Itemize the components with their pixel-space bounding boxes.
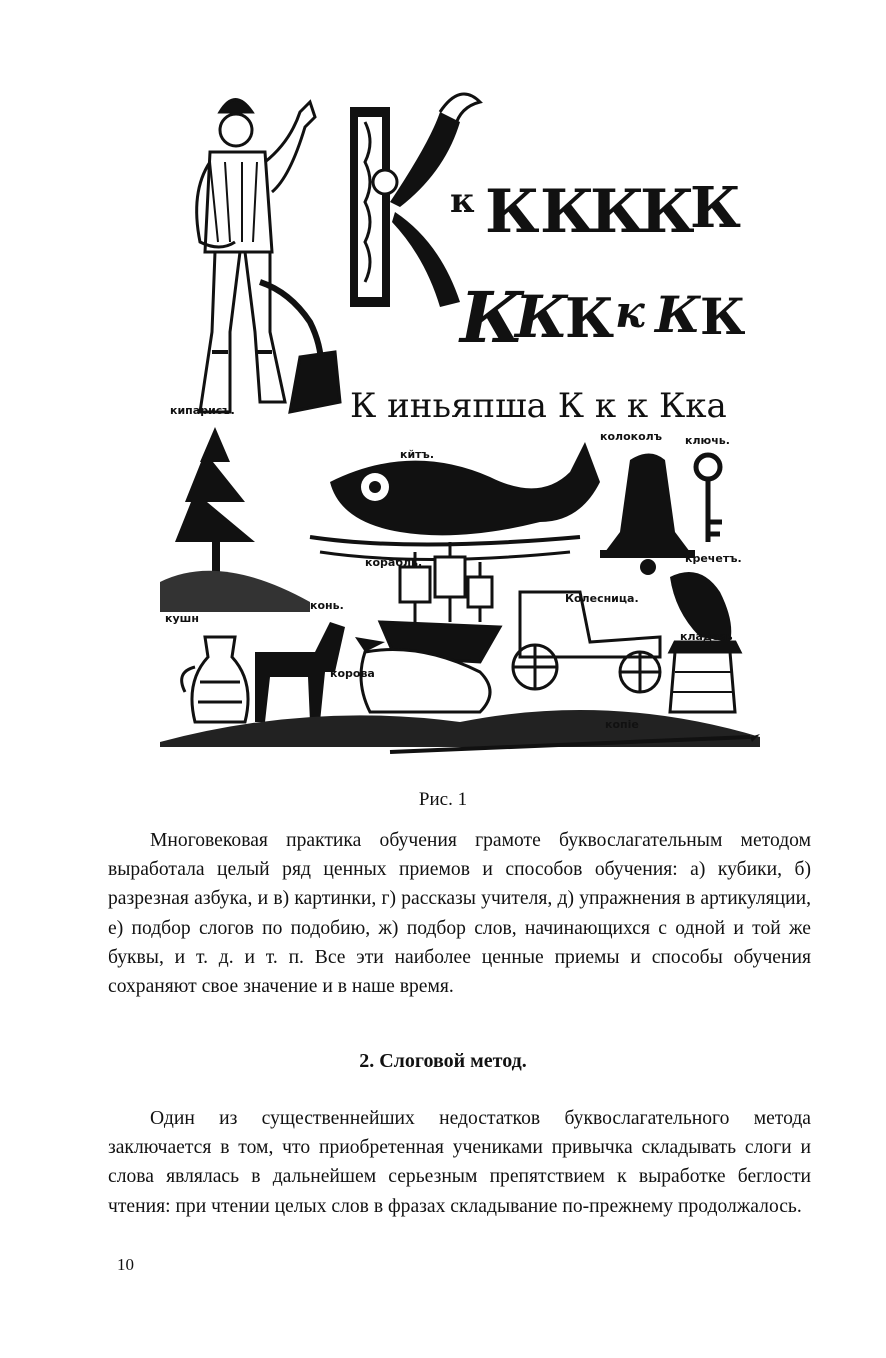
- svg-text:К: К: [655, 285, 701, 344]
- letter-variants-row-1: [450, 175, 741, 247]
- alphabet-illustration: [160, 82, 760, 772]
- paragraph-2: Один из существеннейших недостатков буквослагательного метода заключается в том, что приобретенная учениками привычка складывать слоги и слова являлась в дальнейшем серьезным препятствием к выработке беглости чтения: при чтении целых слов в фразах складывание по-прежнему продолжалось.: [108, 1108, 811, 1217]
- paragraph-1: Многовековая практика обучения грамоте буквослагательным методом выработала целый ряд ценных приемов и способов обучения: а) кубики, б) разрезная азбука, и в) картинки, г) рассказы учителя, д) упражнения в артикуляции, е) подбор слогов по подобию, ж) подбор слов, начинающихся с одной и той же буквы, и т. д. и т. п. Все эти наиболее ценные приемы и способы обучения сохраняют свое значение и в наше время.: [108, 830, 811, 998]
- label-gyrfalcon: кречетъ.: [685, 552, 742, 565]
- svg-text:К: К: [485, 177, 540, 247]
- svg-text:К: К: [565, 286, 615, 350]
- svg-text:К: К: [515, 283, 568, 351]
- whale: [310, 442, 600, 560]
- label-key: ключь.: [685, 434, 730, 447]
- label-cypress: кипарисъ.: [170, 404, 235, 417]
- svg-text:К: К: [690, 175, 741, 241]
- cypress-tree: [160, 427, 310, 612]
- label-ship: корабль.: [365, 556, 423, 569]
- page-number: 10: [117, 1255, 134, 1274]
- bell: [600, 454, 695, 576]
- key: [696, 455, 722, 542]
- section-heading: 2. Слоговой метод.: [359, 1050, 527, 1072]
- script-line: К иньяпша К к к Кка: [350, 386, 727, 426]
- svg-text:К: К: [460, 276, 524, 359]
- label-well: кладезь: [680, 630, 733, 643]
- knight-figure: [197, 100, 340, 413]
- svg-text:к: к: [615, 287, 645, 338]
- svg-text:к: к: [450, 181, 475, 221]
- svg-text:К: К: [540, 177, 595, 247]
- svg-text:К: К: [590, 177, 645, 247]
- letter-variants-row-2: [458, 276, 745, 359]
- figure-caption: Рис. 1: [418, 789, 468, 810]
- well: [670, 642, 740, 712]
- svg-text:К: К: [640, 177, 695, 247]
- chariot: [513, 592, 660, 692]
- illustration-svg: [160, 82, 760, 772]
- label-spear: копіе: [605, 718, 639, 731]
- label-bell: колоколъ: [600, 430, 662, 443]
- label-jug: кушн: [165, 612, 199, 625]
- svg-text:К: К: [700, 287, 746, 346]
- label-chariot: Колесница.: [565, 592, 639, 605]
- jug: [182, 637, 248, 722]
- label-cow: корова: [330, 667, 375, 680]
- label-whale: кйтъ.: [400, 448, 434, 461]
- label-horse: конь.: [310, 599, 344, 612]
